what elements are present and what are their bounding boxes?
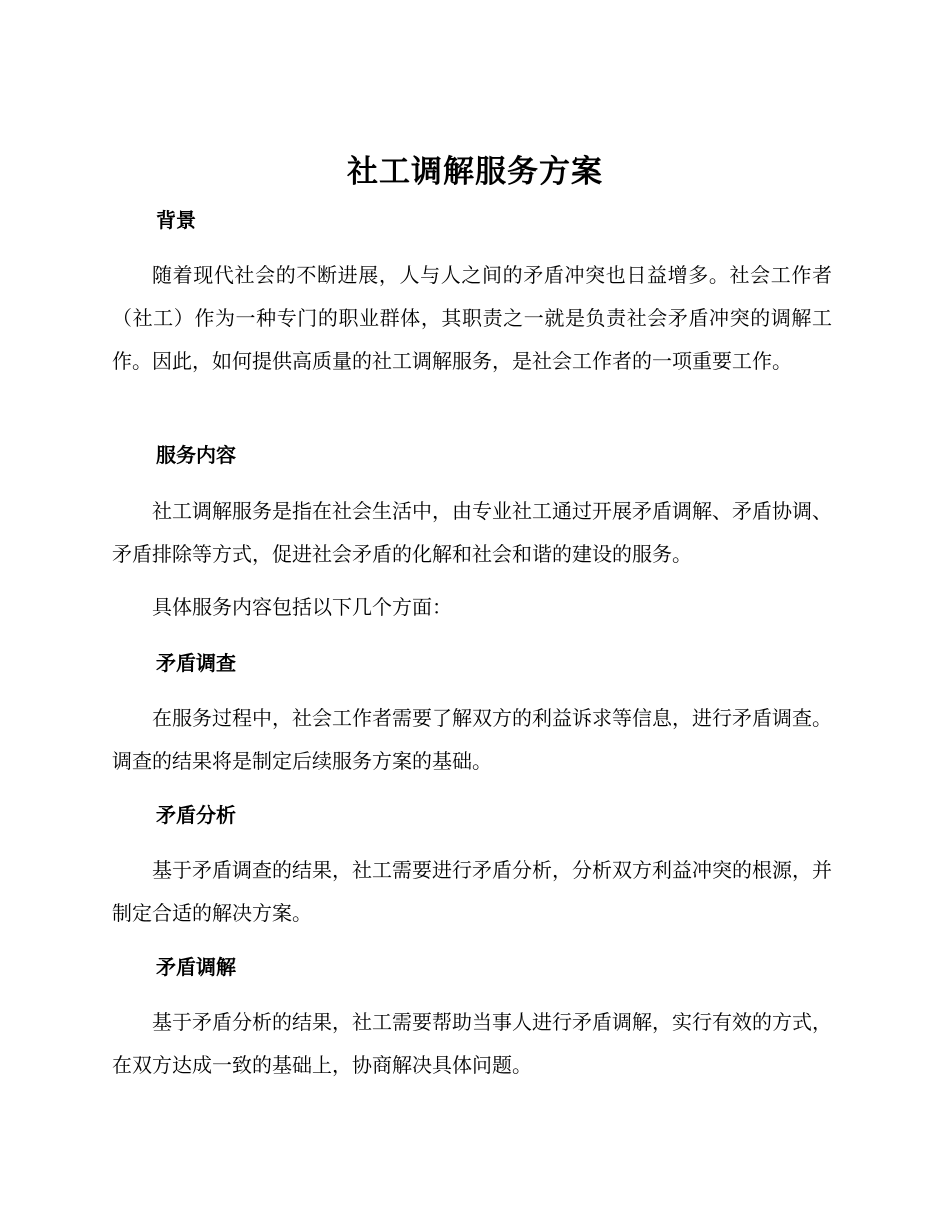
- document-title: 社工调解服务方案: [347, 154, 603, 190]
- section-heading-service-content: 服务内容: [156, 443, 236, 467]
- section-heading-background: 背景: [156, 208, 196, 232]
- paragraph-service-definition: 社工调解服务是指在社会生活中，由专业社工通过开展矛盾调解、矛盾协调、矛盾排除等方式，促进社会矛盾的化解和社会和谐的建设的服务。: [112, 499, 832, 566]
- paragraph-conflict-analysis: 基于矛盾调查的结果，社工需要进行矛盾分析，分析双方利益冲突的根源，并制定合适的解决方案。: [112, 858, 832, 925]
- paragraph-conflict-mediation: 基于矛盾分析的结果，社工需要帮助当事人进行矛盾调解，实行有效的方式，在双方达成一致的基础上，协商解决具体问题。: [112, 1010, 832, 1077]
- section-heading-conflict-mediation: 矛盾调解: [156, 955, 236, 979]
- paragraph-background: 随着现代社会的不断进展，人与人之间的矛盾冲突也日益增多。社会工作者（社工）作为一种专门的职业群体，其职责之一就是负责社会矛盾冲突的调解工作。因此，如何提供高质量的社工调解服务，是社会工作者的一项重要工作。: [112, 263, 832, 373]
- section-heading-conflict-analysis: 矛盾分析: [156, 803, 236, 827]
- paragraph-service-list-intro: 具体服务内容包括以下几个方面：: [152, 595, 452, 619]
- paragraph-conflict-investigation: 在服务过程中，社会工作者需要了解双方的利益诉求等信息，进行矛盾调查。调查的结果将是制定后续服务方案的基础。: [112, 706, 832, 773]
- section-heading-conflict-investigation: 矛盾调查: [156, 651, 236, 675]
